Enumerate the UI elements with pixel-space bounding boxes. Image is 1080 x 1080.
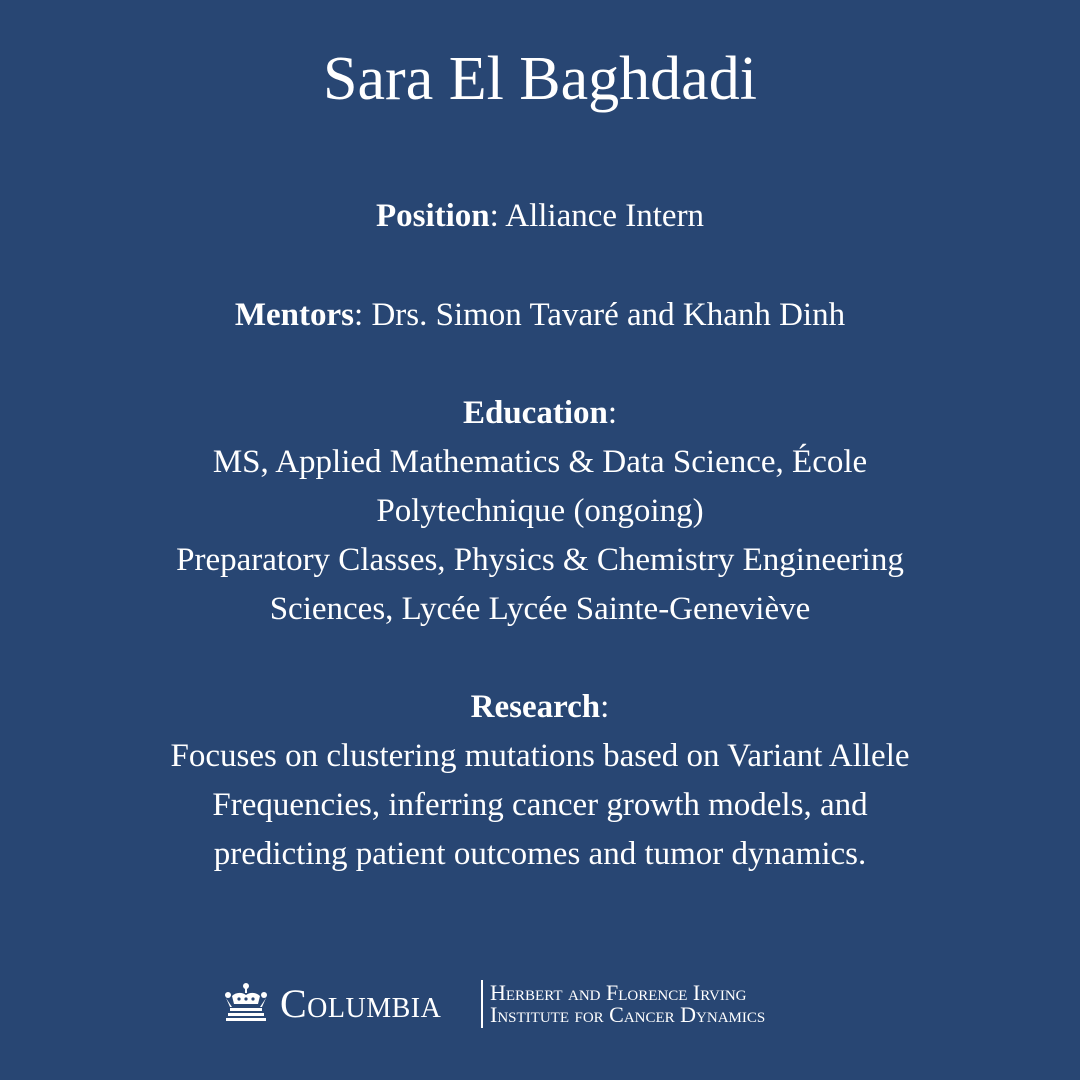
institute-line-2: Institute for Cancer Dynamics bbox=[490, 1002, 766, 1027]
position-line bbox=[40, 192, 1040, 241]
education-line: Sciences, Lycée Lycée Sainte-Geneviève bbox=[269, 591, 811, 627]
position-colon: : bbox=[489, 198, 499, 234]
mentors-colon: : bbox=[354, 297, 364, 333]
research-label: Research bbox=[470, 689, 601, 725]
research-line: Focuses on clustering mutations based on Variant Allele bbox=[170, 738, 910, 774]
education-line: Preparatory Classes, Physics & Chemistry Engineering bbox=[176, 542, 904, 578]
position-label: Position bbox=[375, 198, 490, 234]
columbia-text: Columbia bbox=[280, 981, 442, 1026]
position-value: Alliance Intern bbox=[505, 198, 705, 234]
education-section bbox=[40, 389, 1040, 634]
education-heading bbox=[40, 389, 1040, 438]
crown-icon bbox=[222, 982, 270, 1022]
education-colon: : bbox=[607, 395, 618, 431]
education-line: Polytechnique (ongoing) bbox=[376, 493, 704, 529]
mentors-value: Drs. Simon Tavaré and Khanh Dinh bbox=[371, 297, 846, 333]
education-line: MS, Applied Mathematics & Data Science, École bbox=[212, 444, 868, 480]
research-line: predicting patient outcomes and tumor dynamics. bbox=[213, 836, 867, 872]
columbia-wordmark bbox=[280, 981, 442, 1026]
institute-line-1: Herbert and Florence Irving bbox=[490, 980, 747, 1005]
institution-logo bbox=[222, 978, 862, 1032]
education-label: Education bbox=[462, 395, 608, 431]
research-line: Frequencies, inferring cancer growth models, and bbox=[212, 787, 868, 823]
mentors-label: Mentors bbox=[234, 297, 355, 333]
research-colon: : bbox=[600, 689, 610, 725]
research-heading bbox=[40, 683, 1040, 732]
research-section bbox=[40, 683, 1040, 879]
logo-divider bbox=[481, 980, 483, 1028]
profile-name: Sara El Baghdadi bbox=[323, 45, 757, 113]
mentors-line bbox=[40, 291, 1040, 340]
